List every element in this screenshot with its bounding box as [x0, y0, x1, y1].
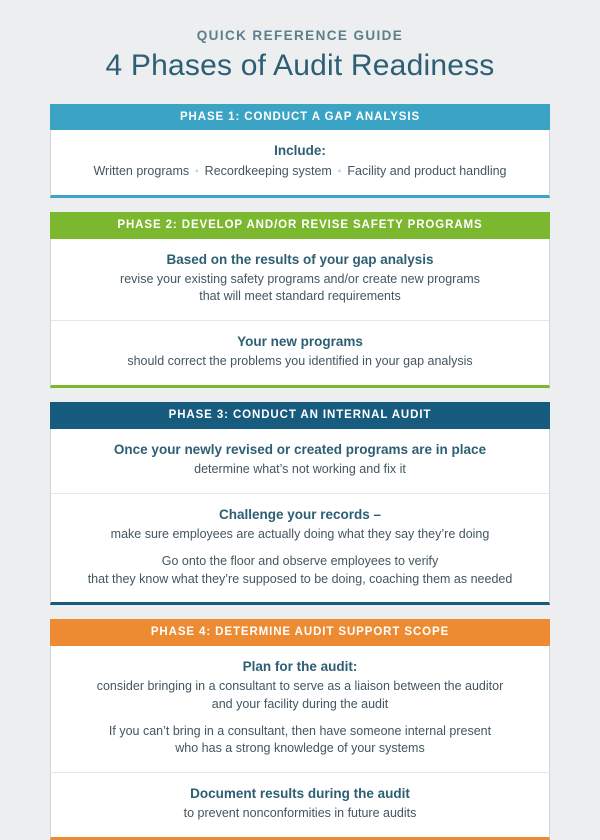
block-lead: Plan for the audit:: [242, 658, 358, 674]
phase-body-1: [50, 130, 550, 198]
block-line: should correct the problems you identified in your gap analysis: [127, 354, 473, 369]
phase-block: [51, 130, 549, 195]
bullet-icon: ◦: [195, 166, 199, 178]
phase-body-2: [50, 239, 550, 389]
phase-header-1: PHASE 1: CONDUCT A GAP ANALYSIS: [50, 104, 550, 131]
phase-section-2: [50, 212, 550, 388]
block-line: to prevent nonconformities in future audits: [183, 806, 417, 821]
phase-block: [51, 320, 549, 385]
phase-body-3: [50, 429, 550, 605]
phase-header-2: PHASE 2: DEVELOP AND/OR REVISE SAFETY PROGRAMS: [50, 212, 550, 239]
page-title: 4 Phases of Audit Readiness: [105, 49, 495, 82]
phase-block: [51, 429, 549, 493]
include-list: [69, 163, 531, 181]
phase-section-1: [50, 104, 550, 198]
block-line: make sure employees are actually doing what they say they’re doing: [110, 527, 490, 542]
phase-body-4: [50, 646, 550, 840]
block-line: If you can’t bring in a consultant, then have someone internal present who has a strong knowledge of your systems: [108, 723, 492, 756]
phase-block: [51, 772, 549, 837]
phase-block: [51, 493, 549, 602]
list-item: Recordkeeping system: [204, 164, 332, 179]
block-line: that will meet standard requirements: [199, 289, 401, 304]
phase-block: [51, 646, 549, 772]
block-lead: Based on the results of your gap analysis: [166, 251, 434, 267]
block-line: revise your existing safety programs and/or create new programs: [120, 271, 480, 286]
block-line: Go onto the floor and observe employees to verify that they know what they’re supposed to be doing, coaching them as needed: [87, 553, 513, 586]
phase-block: [51, 239, 549, 321]
list-item: Facility and product handling: [347, 164, 507, 179]
block-lead: Once your newly revised or created programs are in place: [113, 441, 487, 457]
block-line: consider bringing in a consultant to serve as a liaison between the auditor and your facility during the audit: [96, 679, 504, 711]
block-lead: Challenge your records –: [218, 506, 382, 522]
phase-section-4: [50, 619, 550, 840]
phase-header-3: PHASE 3: CONDUCT AN INTERNAL AUDIT: [50, 402, 550, 429]
block-lead: Include:: [274, 143, 326, 159]
block-lead: Your new programs: [237, 334, 363, 350]
bullet-icon: ◦: [337, 166, 342, 178]
block-lead: Document results during the audit: [190, 786, 410, 802]
block-line: determine what’s not working and fix it: [194, 462, 406, 477]
eyebrow-label: QUICK REFERENCE GUIDE: [196, 28, 404, 43]
list-item: Written programs: [93, 164, 190, 179]
phase-header-4: PHASE 4: DETERMINE AUDIT SUPPORT SCOPE: [50, 619, 550, 646]
phase-section-3: [50, 402, 550, 605]
